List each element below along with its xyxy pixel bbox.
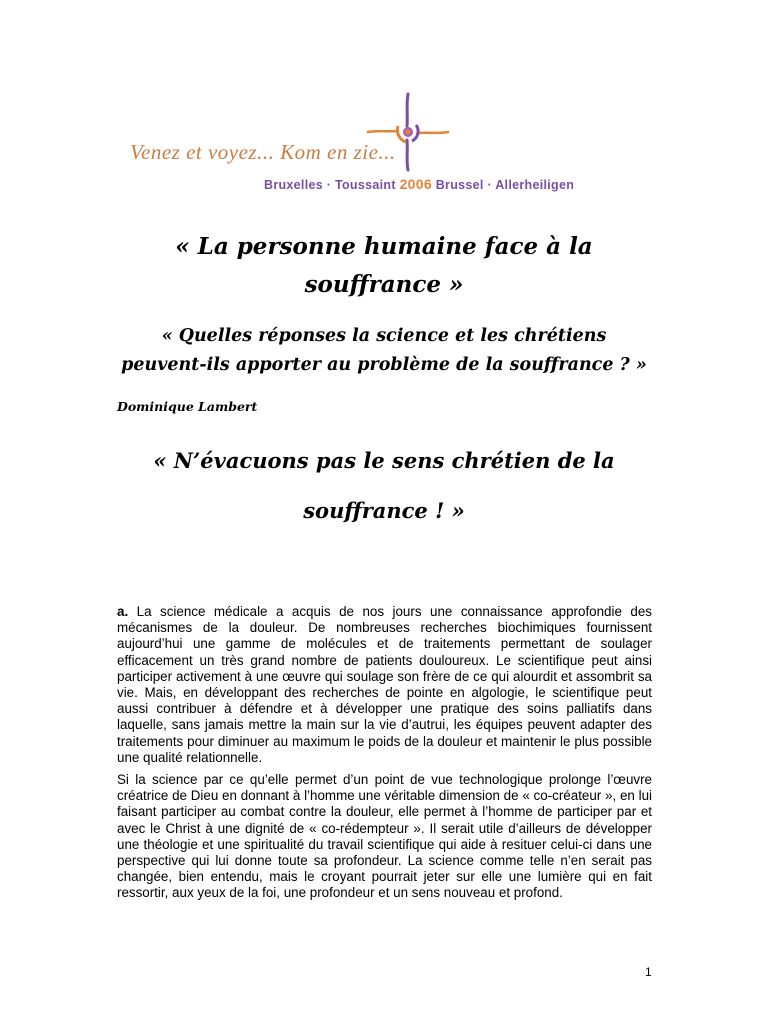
paragraph-1 [117, 604, 652, 766]
section-title [90, 436, 678, 536]
document-title [90, 228, 678, 304]
event-logo [130, 92, 630, 202]
logo-org-right: Brussel · Allerheiligen [435, 178, 575, 192]
section-title-line-2: souffrance ! » [303, 498, 465, 523]
document-subtitle [90, 322, 678, 380]
author-name: Dominique Lambert [117, 399, 258, 414]
subtitle-line-2: peuvent-ils apporter au problème de la souffrance ? » [121, 355, 647, 375]
paragraph-2: Si la science par ce qu’elle permet d’un point de vue technologique prolonge l’œuvre créatrice de Dieu en donnant à l’homme une véritable dimension de « co-créateur », en lui faisant participer au combat contre la douleur, elle permet à l’homme de participer par et avec le Christ à une dignité de « co-rédempteur ». Il serait utile d’ailleurs de développer une théologie et une spiritualité du travail scientifique qui aide à resituer celui-ci dans une perspective qui lui donne toute sa profondeur. La science comme telle n’en serait pas changée, bien entendu, mais le croyant pourrait jeter sur elle une lumière qui en fait ressortir, aux yeux de la foi, une profondeur et un sens nouveau et profond. [117, 772, 652, 901]
logo-org-left: Bruxelles · Toussaint [264, 178, 396, 192]
title-line-1: « La personne humaine face à la [175, 233, 593, 260]
section-title-line-1: « N’évacuons pas le sens chrétien de la [153, 448, 615, 473]
paragraph-1-text: La science médicale a acquis de nos jours une connaissance approfondie des mécanismes de la douleur. De nombreuses recherches biochimiques fournissent aujourd’hui une gamme de molécules et de traitements permettant de soulager efficacement un très grand nombre de patients douloureux. Le scientifique peut ainsi participer activement à une œuvre qui soulage son frère de ce qui alourdit et assombrit sa vie. Mais, en développant des recherches de pointe en algologie, le scientifique peut aussi contribuer à défendre et à développer une pratique des soins palliatifs dans laquelle, sans jamais mettre la main sur la vie d’autrui, les équipes peuvent adapter des traitements pour diminuer au maximum le poids de la douleur et maintenir le plus possible une qualité relationnelle. [117, 604, 652, 765]
title-line-2: souffrance » [304, 271, 464, 298]
page-number: 1 [645, 965, 652, 979]
logo-year: 2006 [399, 176, 432, 192]
subtitle-line-1: « Quelles réponses la science et les chrétiens [161, 326, 607, 346]
paragraph-1-lead: a. [117, 604, 129, 619]
logo-tagline: Venez et voyez... Kom en zie... [130, 140, 396, 164]
logo-event-line [264, 176, 574, 192]
